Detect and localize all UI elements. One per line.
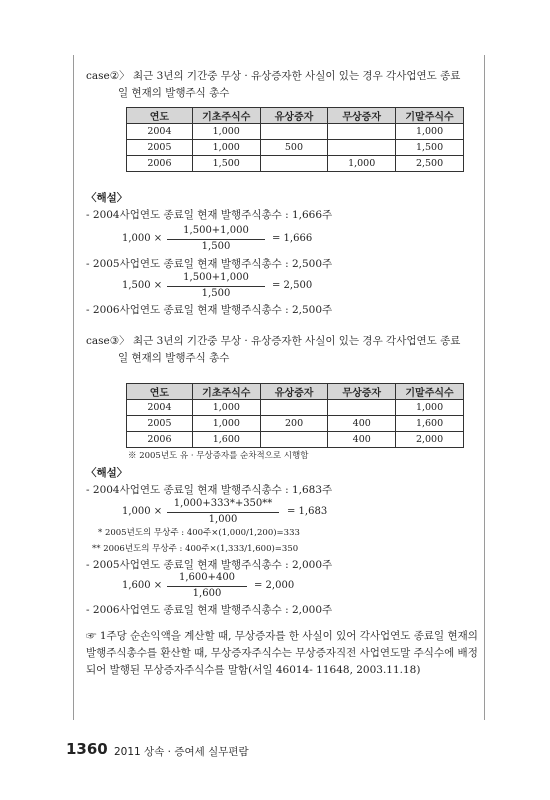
table-cell: 1,000 (328, 156, 396, 172)
table-cell: 2005 (127, 416, 193, 432)
formula-result: = 1,683 (287, 506, 328, 517)
case2-label: case②〉 (86, 70, 130, 82)
fraction-bar (167, 239, 265, 240)
solution1-line2: - 2005사업연도 종료일 현재 발행주식총수 : 2,500주 (86, 258, 333, 270)
table-cell: 200 (260, 416, 328, 432)
solution2-note2: ** 2006년도의 무상주 : 400주×(1,333/1,600)=350 (92, 544, 299, 554)
table-cell: 2006 (127, 156, 193, 172)
table-cell: 2,000 (396, 432, 464, 448)
column-header: 기초주식수 (192, 108, 260, 124)
table-row (127, 400, 464, 416)
table-cell: 1,000 (192, 124, 260, 140)
fraction-bar (167, 286, 265, 287)
solution1-formula2 (122, 272, 322, 302)
book-title: 2011 상속 · 증여세 실무편람 (114, 746, 249, 758)
solution2-note1: * 2005년도의 무상주 : 400주×(1,000/1,200)=333 (98, 528, 300, 538)
formula-denominator: 1,500 (201, 288, 231, 299)
table-cell: 1,600 (192, 432, 260, 448)
solution1-heading: 〈해설〉 (86, 192, 128, 204)
case2-heading (86, 68, 481, 102)
table-row (127, 124, 464, 140)
case3-line2: 일 현재의 발행주식 총수 (118, 352, 230, 364)
column-header: 무상증자 (328, 384, 396, 400)
formula-result: = 2,000 (254, 580, 295, 591)
table-cell: 2004 (127, 400, 193, 416)
solution1-formula1 (122, 225, 322, 255)
solution2-line2: - 2005사업연도 종료일 현재 발행주식총수 : 2,000주 (86, 559, 333, 571)
table-cell (260, 124, 328, 140)
case3-line1: 최근 3년의 기간중 무상 · 유상증자한 사실이 있는 경우 각사업연도 종료 (133, 335, 461, 347)
left-margin-rule (73, 55, 74, 720)
case2-line1: 최근 3년의 기간중 무상 · 유상증자한 사실이 있는 경우 각사업연도 종료 (133, 70, 461, 82)
formula-numerator: 1,500+1,000 (183, 272, 249, 283)
table-cell (328, 140, 396, 156)
page-number: 1360 (66, 740, 108, 758)
formula-multiplier: 1,500 × (122, 280, 163, 291)
formula-numerator: 1,500+1,000 (183, 225, 249, 236)
column-header: 기초주식수 (192, 384, 260, 400)
table-header-row (127, 108, 464, 124)
table-cell: 2004 (127, 124, 193, 140)
case3-footnote: ※ 2005년도 유 · 무상증자를 순차적으로 시행함 (128, 451, 309, 461)
case2-table (126, 107, 464, 172)
column-header: 기말주식수 (396, 384, 464, 400)
column-header: 유상증자 (260, 108, 328, 124)
table-cell: 1,000 (192, 140, 260, 156)
solution2-formula1 (122, 498, 342, 528)
table-cell: 2006 (127, 432, 193, 448)
formula-multiplier: 1,000 × (122, 233, 163, 244)
right-margin-rule (484, 55, 485, 720)
column-header: 기말주식수 (396, 108, 464, 124)
solution1-line3: - 2006사업연도 종료일 현재 발행주식총수 : 2,500주 (86, 304, 333, 316)
table-row (127, 416, 464, 432)
case2-line2: 일 현재의 발행주식 총수 (118, 87, 230, 99)
solution2-heading: 〈해설〉 (86, 467, 128, 479)
solution2-formula2 (122, 572, 322, 602)
column-header: 연도 (127, 384, 193, 400)
table-cell: 1,000 (396, 400, 464, 416)
table-cell (328, 400, 396, 416)
formula-result: = 2,500 (272, 280, 313, 291)
solution2-line1: - 2004사업연도 종료일 현재 발행주식총수 : 1,683주 (86, 484, 333, 496)
table-cell: 400 (328, 432, 396, 448)
fraction-bar (167, 512, 279, 513)
table-cell (260, 156, 328, 172)
solution1-line1: - 2004사업연도 종료일 현재 발행주식총수 : 1,666주 (86, 209, 333, 221)
table-cell: 400 (328, 416, 396, 432)
table-cell: 500 (260, 140, 328, 156)
formula-denominator: 1,600 (192, 588, 222, 599)
formula-multiplier: 1,600 × (122, 580, 163, 591)
table-cell: 1,000 (192, 400, 260, 416)
case3-label: case③〉 (86, 335, 130, 347)
table-cell: 1,600 (396, 416, 464, 432)
table-row (127, 432, 464, 448)
table-cell: 1,000 (192, 416, 260, 432)
solution2-line3: - 2006사업연도 종료일 현재 발행주식총수 : 2,000주 (86, 604, 333, 616)
fraction-bar (167, 586, 247, 587)
case3-heading (86, 333, 481, 367)
reference-note: ☞ 1주당 순손익액을 계산할 때, 무상증자를 한 사실이 있어 각사업연도 종료일 현재의 발행주식총수를 환산할 때, 무상증자주식수는 무상증자직전 사업연도말 주식수에 배정되어 발행된 무상증자주식수를 말함(서일 46014- 11648, 2003.11.18) (86, 630, 478, 676)
table-header-row (127, 384, 464, 400)
formula-denominator: 1,000 (208, 514, 238, 525)
formula-denominator: 1,500 (201, 241, 231, 252)
formula-numerator: 1,600+400 (178, 572, 236, 583)
column-header: 연도 (127, 108, 193, 124)
table-cell (260, 432, 328, 448)
table-cell: 2,500 (396, 156, 464, 172)
table-row (127, 140, 464, 156)
formula-multiplier: 1,000 × (122, 506, 163, 517)
table-row (127, 156, 464, 172)
table-cell: 1,000 (396, 124, 464, 140)
table-cell (260, 400, 328, 416)
table-cell: 2005 (127, 140, 193, 156)
formula-result: = 1,666 (272, 233, 313, 244)
column-header: 유상증자 (260, 384, 328, 400)
table-cell: 1,500 (192, 156, 260, 172)
table-cell: 1,500 (396, 140, 464, 156)
formula-numerator: 1,000+333*+350** (173, 498, 273, 509)
table-cell (328, 124, 396, 140)
case3-table (126, 383, 464, 448)
column-header: 무상증자 (328, 108, 396, 124)
